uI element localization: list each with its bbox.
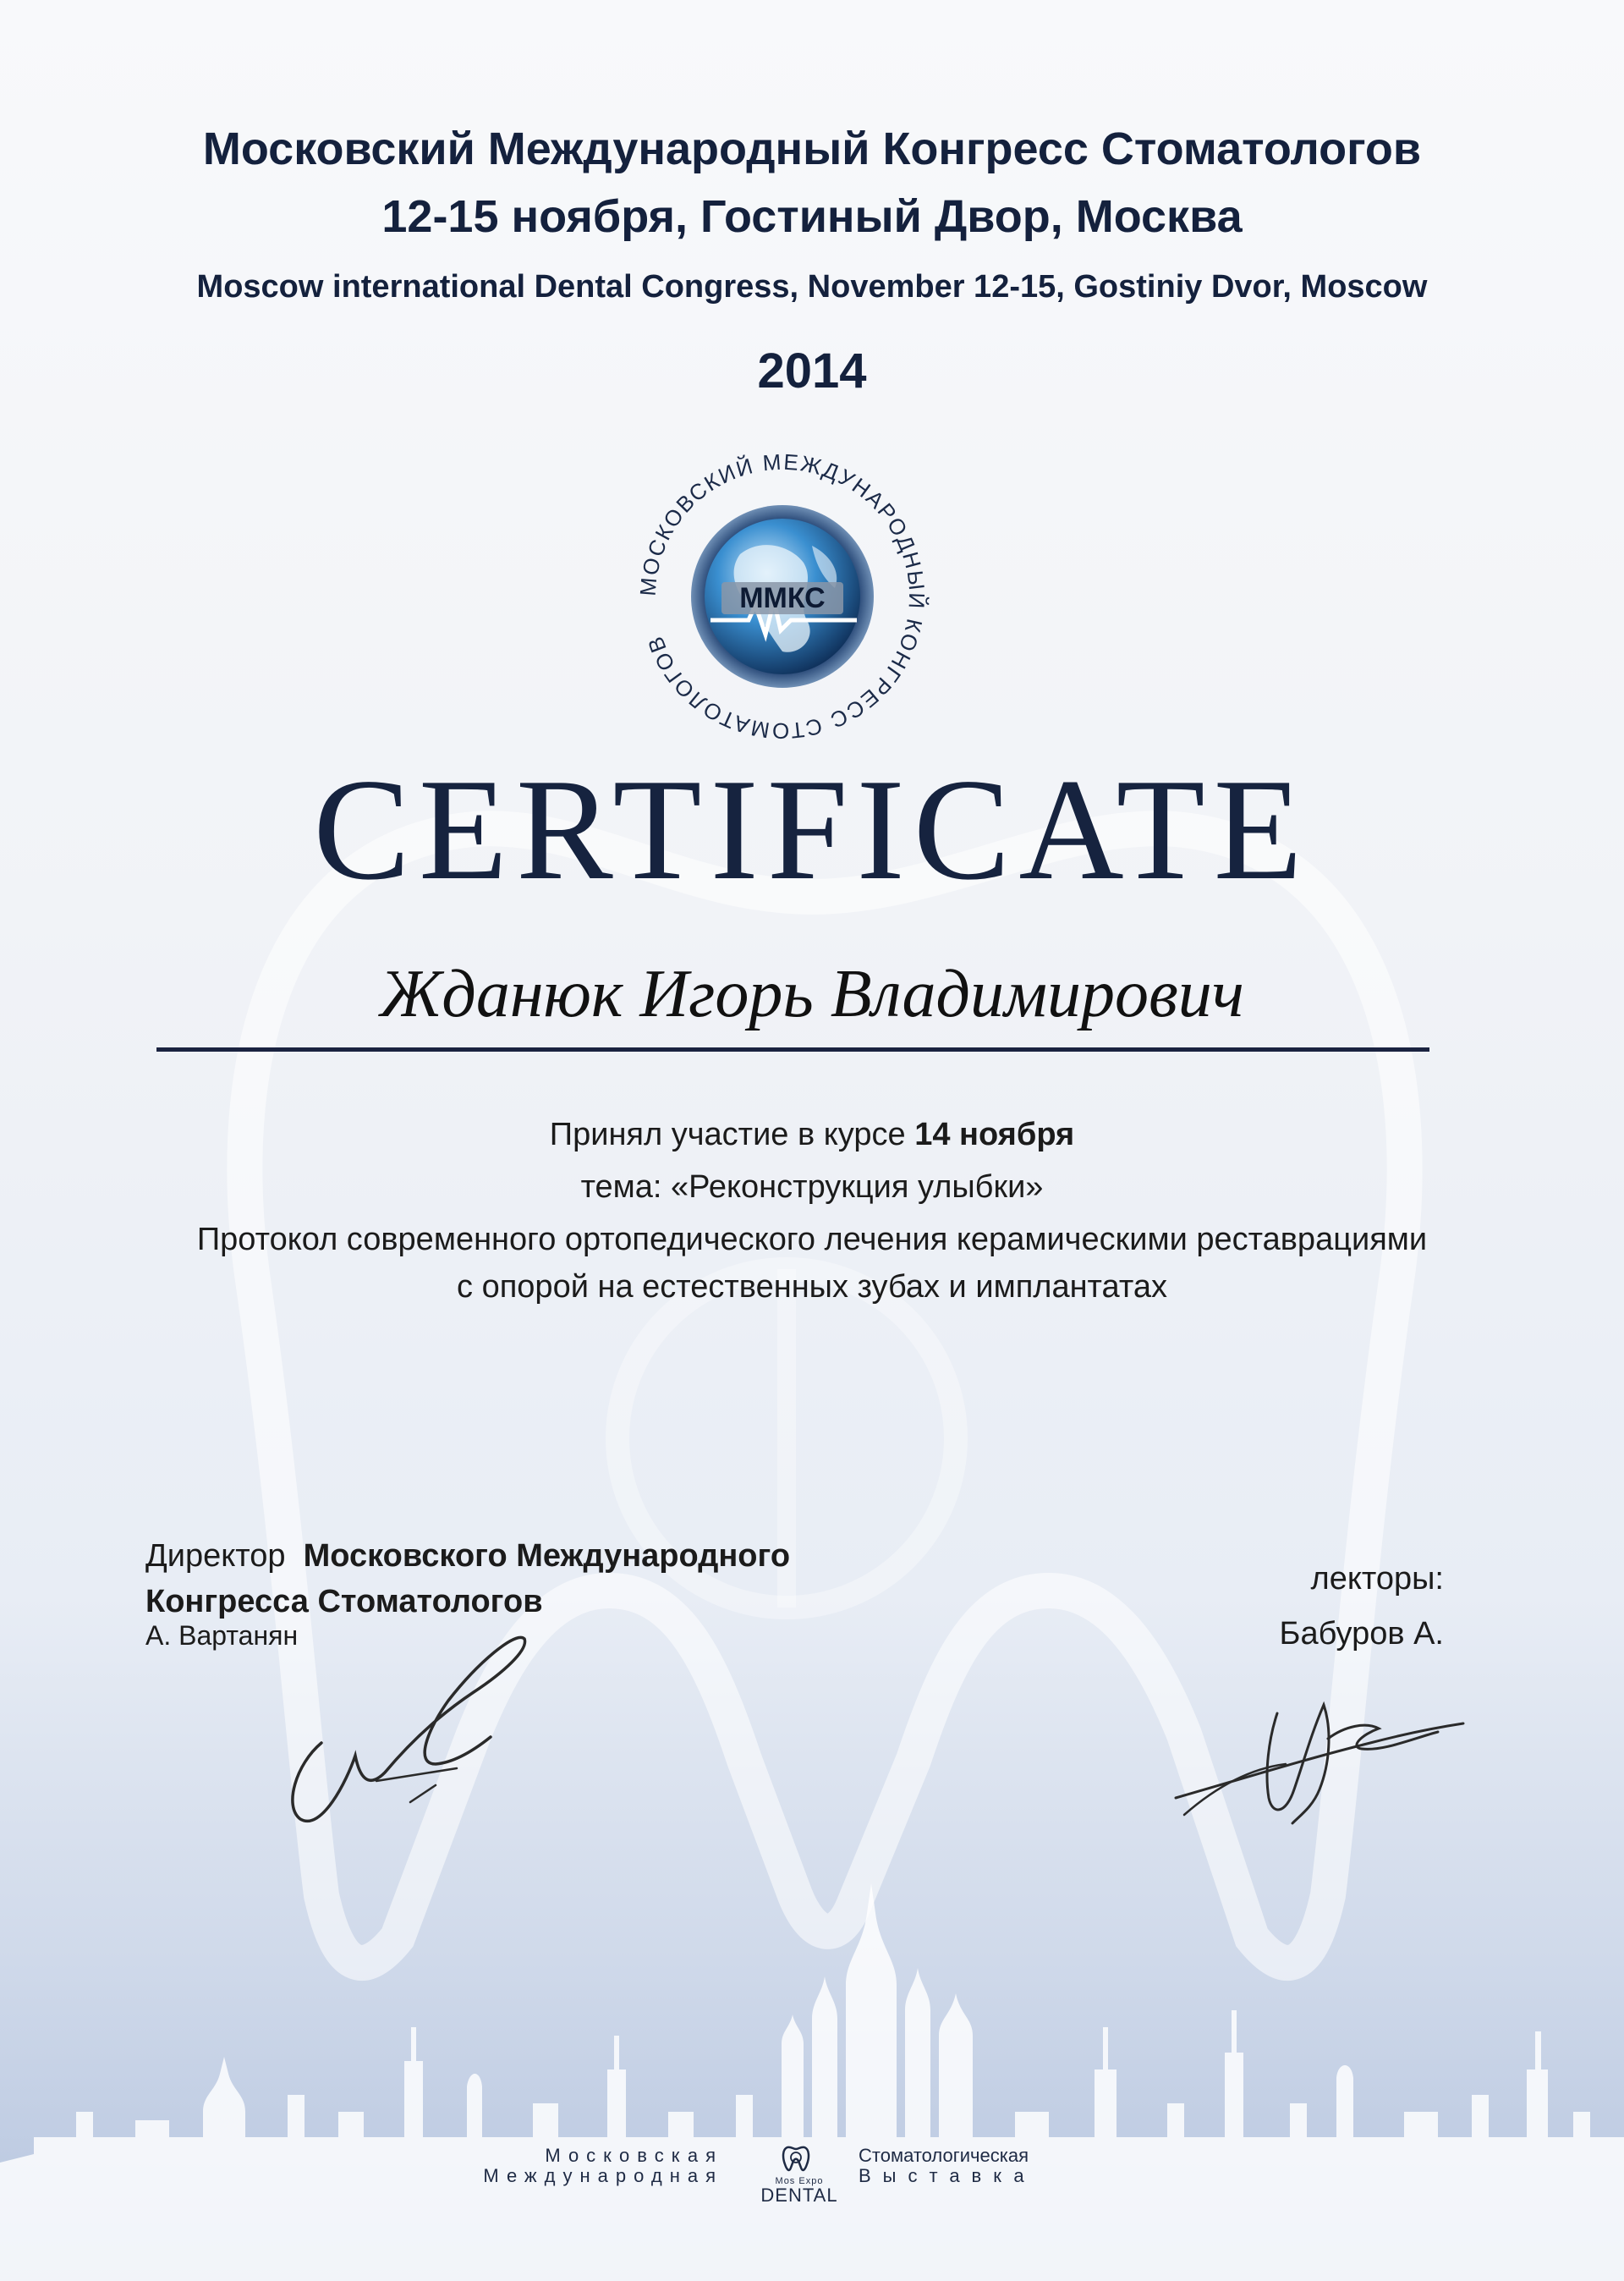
emblem-ring-text: МОСКОВСКИЙ МЕЖДУНАРОДНЫЙ КОНГРЕСС СТОМАТОЛОГОВ [634, 448, 930, 745]
footer-right-line-2: Выставка [859, 2165, 1036, 2186]
recipient-name: Жданюк Игорь Владимирович [380, 957, 1244, 1031]
footer [0, 2141, 1624, 2208]
mmks-emblem-logo [613, 427, 952, 766]
course-topic: тема: «Реконструкция улыбки» [580, 1169, 1044, 1205]
congress-title-ru: Московский Международный Конгресс Стоматологов [202, 124, 1422, 174]
footer-right-line-1: Стоматологическая [859, 2145, 1029, 2166]
name-underline [156, 1047, 1429, 1052]
mos-expo-dental-logo [753, 2141, 846, 2208]
course-description-line-2: с опорой на естественных зубах и имплантатах [457, 1269, 1167, 1305]
lecturers-label: лекторы: [1310, 1561, 1444, 1597]
footer-left-line-1: Московская [545, 2145, 723, 2166]
congress-title-en: Moscow international Dental Congress, November 12-15, Gostiniy Dvor, Moscow [196, 269, 1428, 305]
tooth-logo-icon [781, 2142, 818, 2176]
lecturer-name: Бабуров А. [1279, 1616, 1444, 1652]
footer-right-text [859, 2146, 1036, 2186]
participation-text: Принял участие в курсе [549, 1117, 906, 1152]
director-label: Директор [145, 1538, 286, 1574]
footer-logo-small-text: Mos Expo [775, 2176, 824, 2186]
course-date: 14 ноября [914, 1117, 1075, 1152]
director-name: А. Вартанян [145, 1620, 299, 1651]
director-signature [275, 1629, 546, 1840]
course-description-line-1: Протокол современного ортопедического лечения керамическими реставрациями [196, 1222, 1428, 1257]
congress-dates-ru: 12-15 ноября, Гостиный Двор, Москва [381, 191, 1243, 242]
footer-logo-main-text: DENTAL [760, 2185, 838, 2206]
director-org-line-1: Московского Международного [303, 1538, 791, 1574]
footer-left-text [483, 2146, 723, 2186]
director-org-line-2: Конгресса Стоматологов [145, 1584, 543, 1619]
certificate-title: CERTIFICATE [313, 750, 1311, 910]
course-participation-line [0, 1117, 1624, 1153]
director-title [145, 1533, 790, 1624]
congress-year: 2014 [757, 344, 867, 398]
moscow-skyline [0, 1858, 1624, 2281]
lecturer-signature [1167, 1688, 1472, 1840]
footer-left-line-2: Международная [483, 2165, 723, 2186]
emblem-abbr: ММКС [739, 582, 826, 614]
